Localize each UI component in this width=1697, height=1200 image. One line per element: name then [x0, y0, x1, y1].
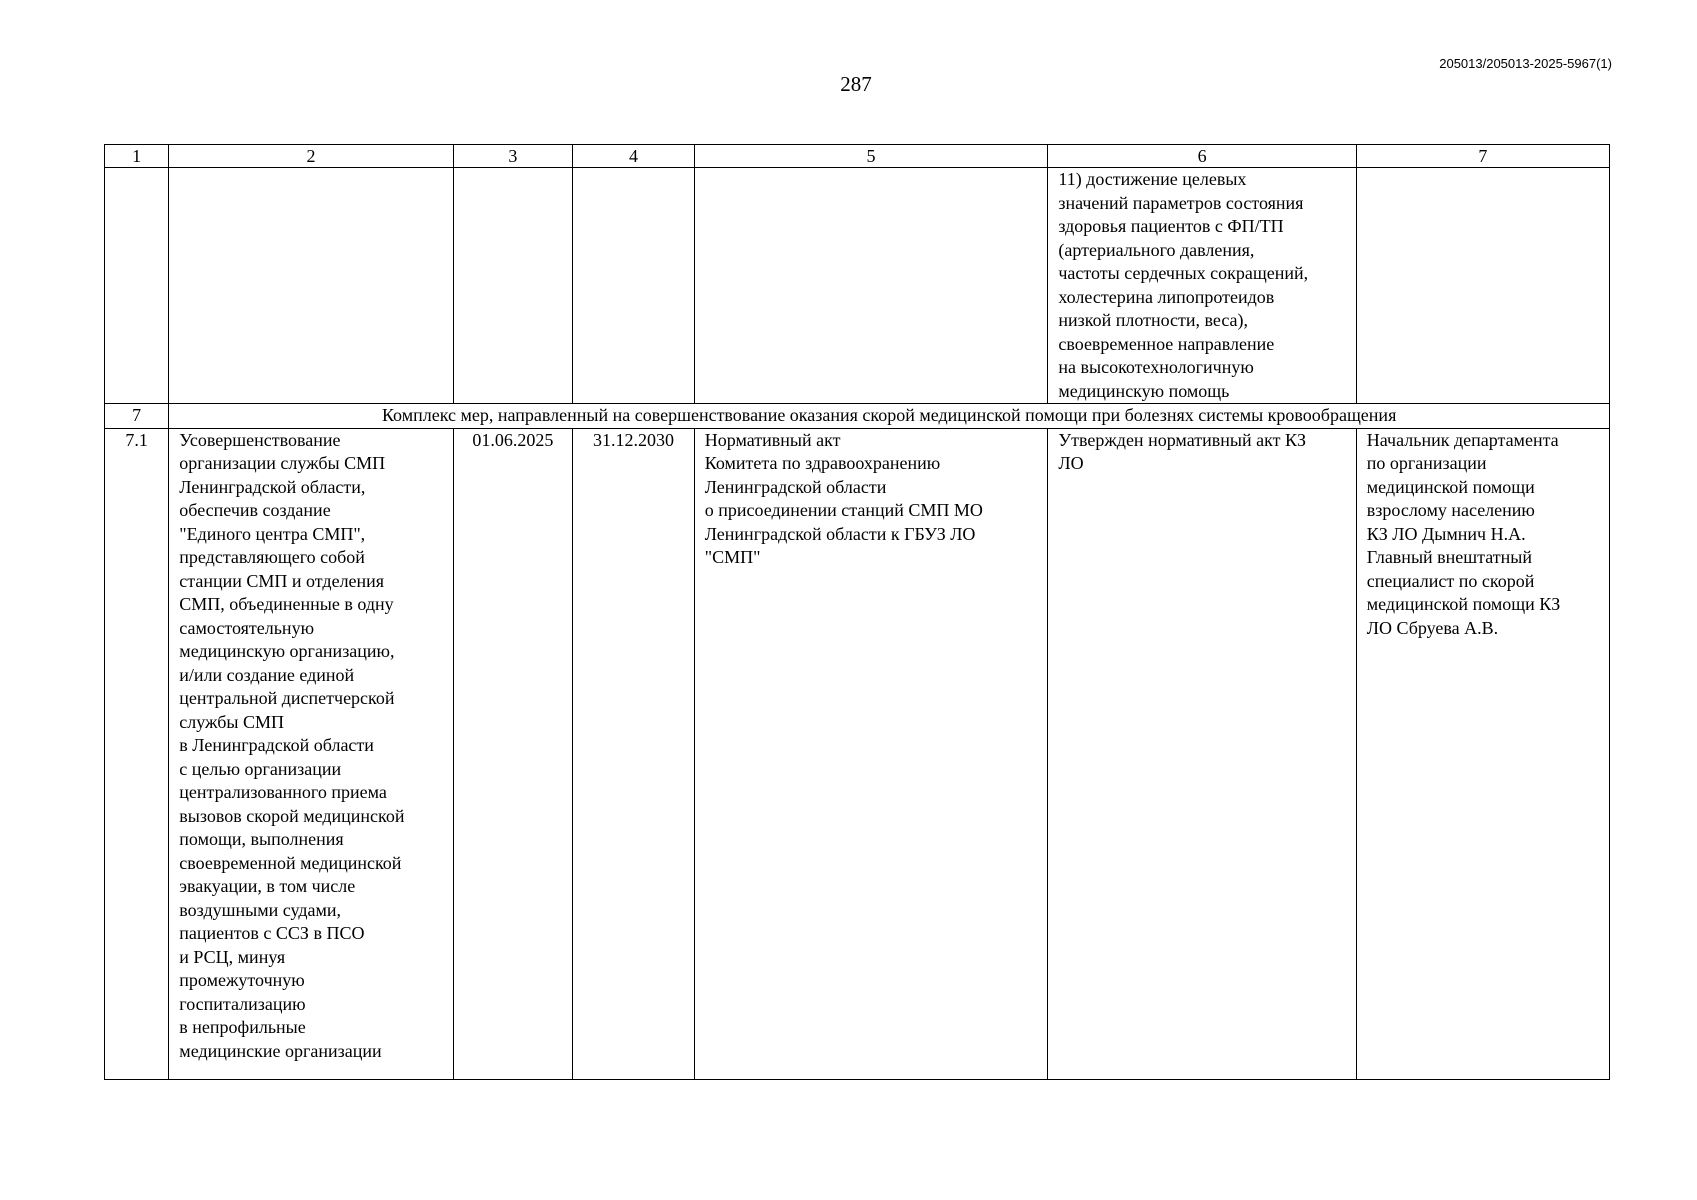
column-header-5: 5 — [694, 145, 1048, 168]
item-number: 7.1 — [105, 428, 169, 1079]
column-header-6: 6 — [1048, 145, 1356, 168]
indicator-cell: Утвержден нормативный акт КЗ ЛО — [1048, 428, 1356, 1079]
column-header-row — [105, 145, 1610, 168]
end-date-cell: 31.12.2030 — [573, 428, 695, 1079]
start-date-cell: 01.06.2025 — [453, 428, 573, 1079]
continuation-cell-7 — [1356, 168, 1609, 404]
continuation-cell-3 — [453, 168, 573, 404]
responsible-cell: Начальник департамента по организации медицинской помощи взрослому населению КЗ ЛО Дымнич Н.А. Главный внештатный специалист по скорой медицинской помощи КЗ ЛО Сбруева А.В. — [1356, 428, 1609, 1079]
column-header-7: 7 — [1356, 145, 1609, 168]
page-number: 287 — [840, 72, 872, 96]
continuation-row — [105, 168, 1610, 404]
activity-cell: Усовершенствование организации службы СМП Ленинградской области, обеспечив создание "Единого центра СМП", представляющего собой станции СМП и отделения СМП, объединенные в одну самостоятельную медицинскую организацию, и/или создание единой центральной диспетчерской службы СМП в Ленинградской области с целью организации централизованного приема вызовов скорой медицинской помощи, выполнения своевременной медицинской эвакуации, в том числе воздушными судами, пациентов с ССЗ в ПСО и РСЦ, минуя промежуточную госпитализацию в непрофильные медицинские организации — [169, 428, 453, 1079]
continuation-cell-5 — [694, 168, 1048, 404]
column-header-1: 1 — [105, 145, 169, 168]
document-id: 205013/205013-2025-5967(1) — [1439, 56, 1612, 71]
section-row — [105, 404, 1610, 429]
action-plan-table — [104, 144, 1610, 1080]
column-header-3: 3 — [453, 145, 573, 168]
continuation-cell-4 — [573, 168, 695, 404]
column-header-2: 2 — [169, 145, 453, 168]
continuation-cell-1 — [105, 168, 169, 404]
section-number: 7 — [105, 404, 169, 429]
column-header-4: 4 — [573, 145, 695, 168]
continuation-cell-2 — [169, 168, 453, 404]
continuation-indicator-cell: 11) достижение целевых значений параметров состояния здоровья пациентов с ФП/ТП (артериального давления, частоты сердечных сокращений, холестерина липопротеидов низкой плотности, веса), своевременное направление на высокотехнологичную медицинскую помощь — [1048, 168, 1356, 404]
result-document-cell: Нормативный акт Комитета по здравоохранению Ленинградской области о присоединении станций СМП МО Ленинградской области к ГБУЗ ЛО "СМП" — [694, 428, 1048, 1079]
table-row — [105, 428, 1610, 1079]
section-title: Комплекс мер, направленный на совершенствование оказания скорой медицинской помощи при болезнях системы кровообращения — [169, 404, 1610, 429]
